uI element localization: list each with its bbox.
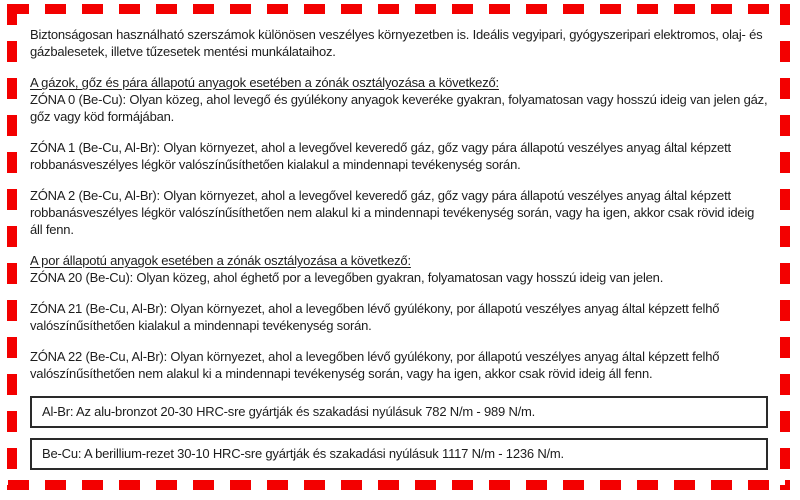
dashed-border-left xyxy=(7,4,17,490)
al-br-note-text: Al-Br: Az alu-bronzot 20-30 HRC-sre gyártják és szakadási nyúlásuk 782 N/m - 989 N/m. xyxy=(42,404,536,419)
be-cu-note-text: Be-Cu: A berillium-rezet 30-10 HRC-sre gyártják és szakadási nyúlásuk 1117 N/m - 1236 N/m. xyxy=(42,446,564,461)
zone-21-paragraph: ZÓNA 21 (Be-Cu, Al-Br): Olyan környezet, ahol a levegőben lévő gyúlékony, por állapotú veszélyes anyag által képzett felhő valószínűsíthetően kialakul a mindennapi tevékenység során. xyxy=(30,301,720,333)
zone-2-paragraph: ZÓNA 2 (Be-Cu, Al-Br): Olyan környezet, ahol a levegővel keveredő gáz, gőz vagy pára állapotú veszélyes anyag által képzett robbanásveszélyes légkör valószínűsíthetően nem alakul ki a mindennapi tevékenység során, vagy ha igen, akkor csak rövid ideig áll fenn. xyxy=(30,188,755,237)
dashed-border-top xyxy=(8,4,790,14)
dust-zones-section xyxy=(30,252,768,286)
al-br-note-box xyxy=(30,396,768,428)
zone-22-paragraph: ZÓNA 22 (Be-Cu, Al-Br): Olyan környezet, ahol a levegőben lévő gyúlékony, por állapotú veszélyes anyag által képzett felhő valószínűsíthetően nem alakul ki a mindennapi tevékenység során, vagy ha igen, akkor csak rövid ideig áll fenn. xyxy=(30,349,720,381)
intro-paragraph: Biztonságosan használható szerszámok különösen veszélyes környezetben is. Ideális vegyipari, gyógyszeripari elektromos, olaj- és gázbalesetek, illetve tűzesetek mentési munkálataihoz. xyxy=(30,27,763,59)
zone-0-paragraph: ZÓNA 0 (Be-Cu): Olyan közeg, ahol levegő és gyúlékony anyagok keveréke gyakran, folyamatosan vagy hosszú ideig van jelen gáz, gőz vagy köd formájában. xyxy=(30,92,768,124)
be-cu-note-box xyxy=(30,438,768,470)
zone-20-paragraph: ZÓNA 20 (Be-Cu): Olyan közeg, ahol éghető por a levegőben gyakran, folyamatosan vagy hosszú ideig van jelen. xyxy=(30,270,664,285)
document-body xyxy=(17,14,780,484)
zone-1-paragraph: ZÓNA 1 (Be-Cu, Al-Br): Olyan környezet, ahol a levegővel keveredő gáz, gőz vagy pára állapotú veszélyes anyag által képzett robbanásveszélyes légkör valószínűsíthetően kialakul a mindennapi tevékenység során. xyxy=(30,140,731,172)
gas-zones-section xyxy=(30,74,768,125)
dust-zones-heading: A por állapotú anyagok esetében a zónák osztályozása a következő: xyxy=(30,253,411,268)
dashed-border-right xyxy=(780,4,790,490)
gas-zones-heading: A gázok, gőz és pára állapotú anyagok esetében a zónák osztályozása a következő: xyxy=(30,75,499,90)
